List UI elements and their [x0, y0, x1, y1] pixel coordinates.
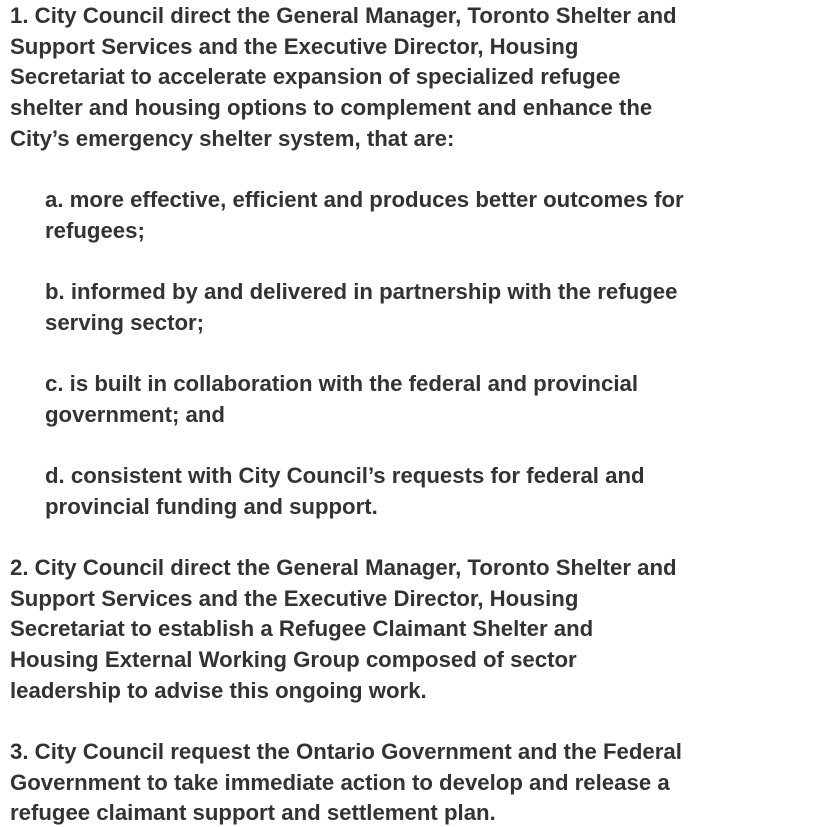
subitem-a-line-1: a. more effective, efficient and produces better outcomes for	[45, 187, 684, 212]
item-3-line-3: refugee claimant support and settlement plan.	[10, 800, 496, 825]
item-2-line-5: leadership to advise this ongoing work.	[10, 678, 427, 703]
subitem-a-line-2: refugees;	[45, 218, 145, 243]
item-2-line-1: 2. City Council direct the General Manager, Toronto Shelter and	[10, 555, 677, 580]
subitem-c-line-1: c. is built in collaboration with the federal and provincial	[45, 371, 638, 396]
subitem-b-line-1: b. informed by and delivered in partnership with the refugee	[45, 279, 678, 304]
item-3-line-1: 3. City Council request the Ontario Government and the Federal	[10, 739, 682, 764]
item-1-line-1: 1. City Council direct the General Manager, Toronto Shelter and	[10, 3, 677, 28]
item-2-line-2: Support Services and the Executive Director, Housing	[10, 586, 579, 611]
item-1-line-2: Support Services and the Executive Director, Housing	[10, 34, 579, 59]
item-2-line-3: Secretariat to establish a Refugee Claimant Shelter and	[10, 616, 594, 641]
item-1-line-3: Secretariat to accelerate expansion of specialized refugee	[10, 64, 621, 89]
item-1-line-4: shelter and housing options to complement and enhance the	[10, 95, 653, 120]
item-2-line-4: Housing External Working Group composed of sector	[10, 647, 577, 672]
subitem-d-line-1: d. consistent with City Council’s requests for federal and	[45, 463, 645, 488]
subitem-c-line-2: government; and	[45, 402, 225, 427]
subitem-b-line-2: serving sector;	[45, 310, 205, 335]
item-1-line-5: City’s emergency shelter system, that are:	[10, 126, 455, 151]
item-3-line-2: Government to take immediate action to develop and release a	[10, 770, 670, 795]
subitem-d-line-2: provincial funding and support.	[45, 494, 378, 519]
